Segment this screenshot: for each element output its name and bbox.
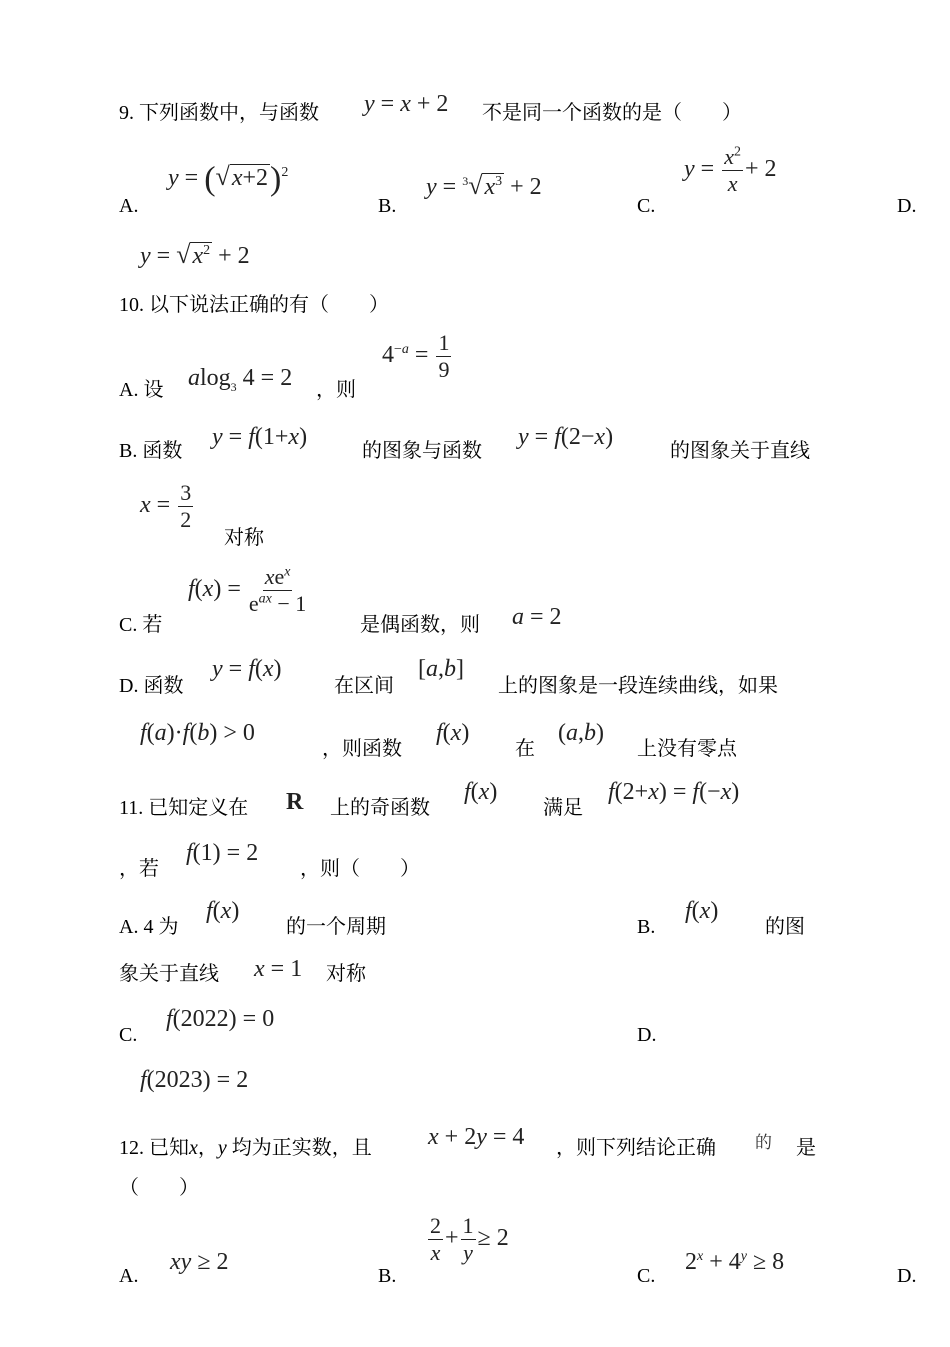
q10-d-mid3: 在 bbox=[515, 738, 535, 760]
q11-mid1: 上的奇函数 bbox=[330, 797, 430, 819]
q12-c-label: C. bbox=[637, 1265, 656, 1287]
q12-a-label: A. bbox=[119, 1265, 139, 1287]
q11-b-label: B. bbox=[637, 916, 656, 938]
q11-b-formula2: x = 1 bbox=[254, 956, 303, 982]
q10-a-label: A. 设 bbox=[119, 379, 164, 401]
q12-end: 是 bbox=[796, 1137, 816, 1159]
q9-option-d-label: D. bbox=[897, 195, 917, 217]
q10-c-mid: 是偶函数，则 bbox=[360, 614, 480, 636]
q10-stem: 10. 以下说法正确的有（ ） bbox=[119, 294, 389, 316]
q10-d-mid2: ，则函数 bbox=[322, 738, 402, 760]
q10-d-formula4: f(x) bbox=[436, 720, 470, 746]
q11-mid2: 满足 bbox=[543, 797, 583, 819]
q10-d-formula3: f(a)·f(b) > 0 bbox=[140, 720, 255, 746]
q9-option-d-formula: $y = √x^2 + 2$ bbox=[140, 240, 250, 269]
q11-b-cont: 象关于直线 bbox=[119, 963, 219, 985]
q9-option-a-formula: $y = (√x+2)^2$ bbox=[168, 160, 289, 198]
q9-formula: y = x + 2 bbox=[364, 91, 449, 117]
q10-d-suffix: 上的图象是一段连续曲线，如果 bbox=[498, 675, 778, 697]
q11-d-label: D. bbox=[637, 1024, 657, 1046]
q9-option-c-label: C. bbox=[637, 195, 656, 217]
q10-d-end: 上没有零点 bbox=[637, 738, 737, 760]
q11-c-formula: f(2022) = 0 bbox=[166, 1006, 275, 1032]
q12-stem: 12. 已知x，y 均为正实数，且 bbox=[119, 1137, 372, 1159]
q9-stem-prefix: 9. 下列函数中，与函数 bbox=[119, 102, 319, 124]
q10-c-formula1: f(x) = $\frac{xe^x}{e^{ax} - 1}$ bbox=[188, 564, 307, 616]
q11-c-label: C. bbox=[119, 1024, 138, 1046]
q12-de: 的 bbox=[755, 1133, 772, 1152]
q11-b-suffix: 的图 bbox=[765, 916, 805, 938]
q11-d-formula: f(2023) = 2 bbox=[140, 1067, 249, 1093]
q10-c-formula2: a = 2 bbox=[512, 604, 562, 630]
q12-b-label: B. bbox=[378, 1265, 397, 1287]
q10-d-formula1: y = f(x) bbox=[212, 656, 282, 682]
q10-d-formula2: [a,b] bbox=[418, 656, 464, 682]
q9-stem-suffix: 不是同一个函数的是（ ） bbox=[482, 102, 742, 124]
q12-a-formula: xy ≥ 2 bbox=[170, 1249, 229, 1275]
q10-c-label: C. 若 bbox=[119, 614, 163, 636]
q11-prefix: 11. 已知定义在 bbox=[119, 797, 249, 819]
q11-b-formula: f(x) bbox=[685, 898, 719, 924]
q10-d-formula5: (a,b) bbox=[558, 720, 604, 746]
q10-a-formula2: $4^{-a}$ = $\frac{1}{9}$ bbox=[382, 330, 450, 382]
q11-formula-f1: f(1) = 2 bbox=[186, 840, 259, 866]
q9-option-a-label: A. bbox=[119, 195, 139, 217]
q12-formula: x + 2y = 4 bbox=[428, 1124, 525, 1150]
q12-d-label: D. bbox=[897, 1265, 917, 1287]
q11-b-end: 对称 bbox=[326, 963, 366, 985]
q11-a-formula: f(x) bbox=[206, 898, 240, 924]
q11-formula-cond: f(2+x) = f(−x) bbox=[608, 779, 740, 805]
q10-b-label: B. 函数 bbox=[119, 440, 183, 462]
q10-a-formula1: alog$_3$ 4 = 2 bbox=[188, 365, 293, 394]
q10-b-end: 对称 bbox=[224, 527, 264, 549]
q10-b-formula3: x = $\frac{3}{2}$ bbox=[140, 480, 192, 532]
q9-option-b-label: B. bbox=[378, 195, 397, 217]
q11-a-label: A. 4 为 bbox=[119, 916, 179, 938]
q9-option-b-formula: $y = ^3√x^3 + 2$ bbox=[426, 171, 542, 200]
q10-d-mid: 在区间 bbox=[334, 675, 394, 697]
q10-a-mid: ，则 bbox=[316, 379, 356, 401]
q12-c-formula: $2^x + 4^y \ge 8$ bbox=[685, 1249, 785, 1275]
q10-b-mid: 的图象与函数 bbox=[362, 440, 482, 462]
q10-d-label: D. 函数 bbox=[119, 675, 184, 697]
q11-end: ，则（ ） bbox=[300, 858, 420, 880]
q10-b-suffix: 的图象关于直线 bbox=[670, 440, 810, 462]
q11-formula-r: R bbox=[286, 789, 304, 815]
q12-mid2: ，则下列结论正确 bbox=[556, 1137, 716, 1159]
q12-paren: （ ） bbox=[119, 1177, 199, 1199]
q11-a-suffix: 的一个周期 bbox=[286, 916, 386, 938]
q11-formula-fx: f(x) bbox=[464, 779, 498, 805]
q9-option-c-formula: y = $\frac{x^2}{x}$ + 2 bbox=[684, 144, 777, 196]
q10-b-formula2: y = f(2−x) bbox=[518, 424, 614, 450]
q10-b-formula1: y = f(1+x) bbox=[212, 424, 308, 450]
q11-mid3: ，若 bbox=[119, 858, 159, 880]
q12-b-formula: $\frac{2}{x}$ + $\frac{1}{y}$ ≥ 2 bbox=[430, 1213, 509, 1265]
